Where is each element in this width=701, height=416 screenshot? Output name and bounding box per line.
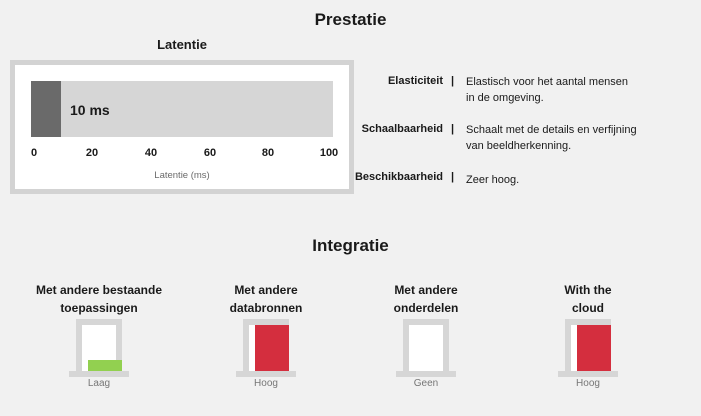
property-value-line: Elastisch voor het aantal mensen: [466, 76, 629, 88]
tick-label-20: 20: [85, 147, 99, 159]
property-separator: |: [451, 123, 455, 135]
integration-item-title-line: Met andere: [234, 283, 298, 297]
integration-gauge: [565, 319, 611, 375]
property-value-scalability: [466, 122, 681, 154]
integration-item-title-line: onderdelen: [393, 301, 459, 315]
performance-title: Prestatie: [314, 10, 387, 29]
latency-axis-label: Latentie (ms): [154, 170, 210, 181]
property-value-line: van beeldherkenning.: [466, 140, 572, 152]
property-separator: |: [451, 75, 455, 87]
property-value-line: Schaalt met de details en verfijning: [466, 124, 637, 136]
property-label-availability: Beschikbaarheid: [354, 171, 443, 183]
integration-gauge-well: [249, 325, 283, 375]
integration-gauge-well: [82, 325, 116, 375]
latency-bar: [31, 81, 61, 137]
integration-gauge-well: [409, 325, 443, 375]
integration-gauge-fill: [255, 325, 289, 375]
property-value-availability: [466, 172, 681, 188]
integration-item-title-line: With the: [564, 283, 612, 297]
tick-label-100: 100: [319, 147, 339, 159]
property-value-elasticity: [466, 74, 681, 106]
integration-gauge: [403, 319, 449, 375]
integration-level-label: Hoog: [254, 378, 278, 389]
integration-gauge-base: [558, 371, 618, 377]
property-value-line: Zeer hoog.: [466, 174, 520, 186]
latency-chart-title: Latentie: [157, 37, 207, 52]
integration-title: Integratie: [312, 236, 389, 255]
integration-level-label: Hoog: [576, 378, 600, 389]
integration-gauge-well: [571, 325, 605, 375]
property-label-scalability: Schaalbaarheid: [361, 123, 443, 135]
integration-item-title-line: toepassingen: [60, 301, 138, 315]
property-label-elasticity: Elasticiteit: [387, 75, 443, 87]
integration-gauge: [76, 319, 122, 375]
tick-label-0: 0: [30, 147, 38, 159]
integration-gauge: [243, 319, 289, 375]
integration-gauge-fill: [577, 325, 611, 375]
integration-item-title-line: Met andere: [394, 283, 458, 297]
property-value-line: in de omgeving.: [466, 92, 544, 104]
integration-item-title-line: Met andere bestaande: [35, 283, 163, 297]
integration-gauge-base: [236, 371, 296, 377]
property-separator: |: [451, 171, 455, 183]
integration-item-title-line: databronnen: [229, 301, 303, 315]
tick-label-80: 80: [261, 147, 275, 159]
integration-gauge-base: [69, 371, 129, 377]
tick-label-60: 60: [203, 147, 217, 159]
latency-data-label: 10 ms: [70, 102, 110, 118]
tick-label-40: 40: [144, 147, 158, 159]
integration-item-title: [4, 281, 194, 317]
integration-item-title: [493, 281, 683, 317]
integration-item-title-line: cloud: [572, 301, 604, 315]
integration-level-label: Laag: [87, 378, 111, 389]
integration-gauge-base: [396, 371, 456, 377]
integration-level-label: Geen: [413, 378, 439, 389]
